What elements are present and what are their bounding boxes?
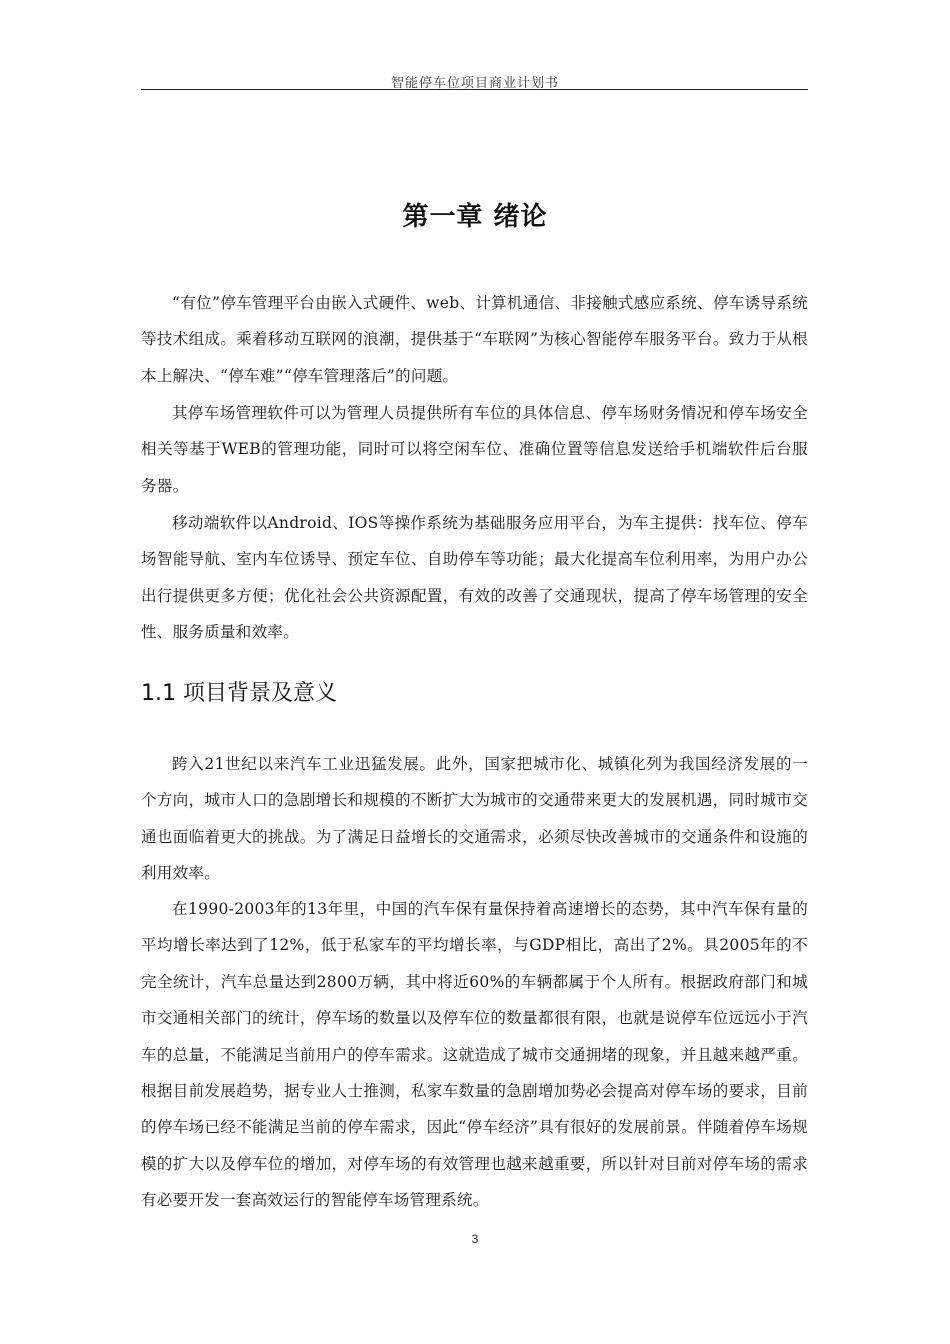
- page-number: 3: [471, 1232, 479, 1246]
- intro-paragraph-1: “有位”停车管理平台由嵌入式硬件、web、计算机通信、非接触式感应系统、停车诱导系统等技术组成。乘着移动互联网的浪潮，提供基于“车联网”为核心智能停车服务平台。致力于从根本上解决、“停车难”“停车管理落后”的问题。: [141, 294, 808, 385]
- intro-paragraph-2: 其停车场管理软件可以为管理人员提供所有车位的具体信息、停车场财务情况和停车场安全相关等基于WEB的管理功能，同时可以将空闲车位、准确位置等信息发送给手机端软件后台服务器。: [141, 404, 808, 495]
- chapter-title: 第一章 绪论: [402, 202, 548, 232]
- section-paragraph-2: 在1990-2003年的13年里，中国的汽车保有量保持着高速增长的态势，其中汽车保有量的平均增长率达到了12%，低于私家车的平均增长率，与GDP相比，高出了2%。具2005年的不完全统计，汽车总量达到2800万辆，其中将近60%的车辆都属于个人所有。根据政府部门和城市交通相关部门的统计，停车场的数量以及停车位的数量都很有限，也就是说停车位远远小于汽车的总量，不能满足当前用户的停车需求。这就造成了城市交通拥堵的现象，并且越来越严重。根据目前发展趋势，据专业人士推测，私家车数量的急剧增加势必会提高对停车场的要求，目前的停车场已经不能满足当前的停车需求，因此“停车经济”具有很好的发展前景。伴随着停车场规模的扩大以及停车位的增加，对停车场的有效管理也越来越重要，所以针对目前对停车场的需求有必要开发一套高效运行的智能停车场管理系统。: [141, 900, 808, 1210]
- running-header: 智能停车位项目商业计划书: [390, 76, 559, 91]
- header-divider: [141, 89, 808, 90]
- section-paragraph-1: 跨入21世纪以来汽车工业迅猛发展。此外，国家把城市化、城镇化列为我国经济发展的一个方向，城市人口的急剧增长和规模的不断扩大为城市的交通带来更大的发展机遇，同时城市交通也面临着更大的挑战。为了满足日益增长的交通需求，必须尽快改善城市的交通条件和设施的利用效率。: [141, 755, 808, 883]
- intro-paragraph-3: 移动端软件以Android、IOS等操作系统为基础服务应用平台，为车主提供：找车位、停车场智能导航、室内车位诱导、预定车位、自助停车等功能；最大化提高车位利用率，为用户办公出行提供更多方便；优化社会公共资源配置，有效的改善了交通现状，提高了停车场管理的安全性、服务质量和效率。: [141, 514, 808, 642]
- section-heading: 1.1 项目背景及意义: [141, 681, 337, 706]
